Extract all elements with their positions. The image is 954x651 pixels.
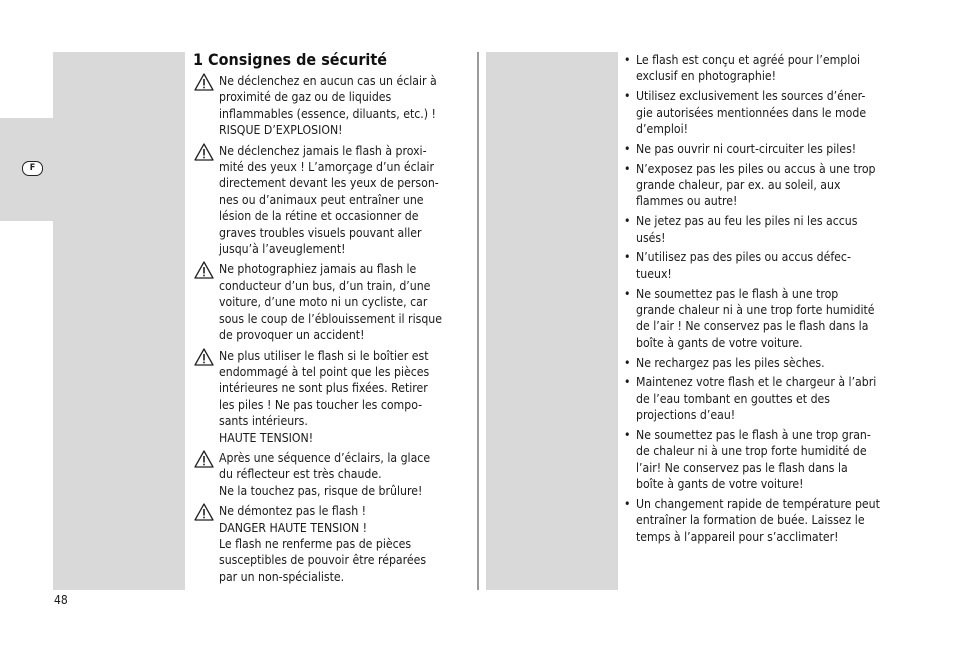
safety-bullet-list bbox=[624, 52, 914, 549]
bullet-item bbox=[624, 88, 914, 137]
bullet-text: N’exposez pas les piles ou accus à une trop grande chaleur, par ex. au soleil, aux flammes ou autre! bbox=[636, 161, 876, 209]
warning-triangle-icon bbox=[194, 73, 214, 91]
bullet-text: Ne rechargez pas les piles sèches. bbox=[636, 355, 825, 370]
bullet-text: Le flash est conçu et agréé pour l’emploi exclusif en photographie! bbox=[636, 53, 861, 84]
bullet-dot: • bbox=[624, 286, 631, 301]
bullet-dot: • bbox=[624, 141, 631, 156]
bullet-item bbox=[624, 141, 914, 157]
bullet-text: N’utilisez pas des piles ou accus défec- tueux! bbox=[636, 250, 851, 281]
bullet-dot: • bbox=[624, 497, 631, 512]
bullet-item bbox=[624, 161, 914, 210]
bullet-item bbox=[624, 52, 914, 85]
middle-margin-band bbox=[486, 52, 618, 590]
bullet-item bbox=[624, 374, 914, 423]
warning-text: Ne déclenchez jamais le flash à proxi- mité des yeux ! L’amorçage d’un éclair directement devant les yeux de person- nes ou d’animaux peut entraîner une lésion de la rétine et occasionner de graves troubles visuels pouvant aller jusqu’à l’aveuglement! bbox=[219, 143, 439, 257]
bullet-text: Maintenez votre flash et le chargeur à l’abri de l’eau tombant en gouttes et des projections d’eau! bbox=[636, 375, 877, 423]
warning-text: Ne démontez pas le flash ! DANGER HAUTE TENSION ! Le flash ne renferme pas de pièces susceptibles de pouvoir être réparées par un non-spécialiste. bbox=[219, 504, 427, 584]
bullet-dot: • bbox=[624, 89, 631, 104]
warning-triangle-icon bbox=[194, 450, 214, 468]
bullet-dot: • bbox=[624, 375, 631, 390]
warning-triangle-icon bbox=[194, 503, 214, 521]
warning-triangle-icon bbox=[194, 143, 214, 161]
warning-text: Ne plus utiliser le flash si le boîtier est endommagé à tel point que les pièces intérieures ne sont plus fixées. Retirer les piles ! Ne pas toucher les compo- sants intérieurs. HAUTE TENSION! bbox=[219, 348, 430, 445]
left-margin-band bbox=[53, 52, 185, 590]
warning-item bbox=[193, 348, 473, 446]
bullet-text: Ne jetez pas au feu les piles ni les accus usés! bbox=[636, 214, 858, 245]
warning-item bbox=[193, 143, 473, 258]
warning-item bbox=[193, 73, 473, 139]
bullet-text: Utilisez exclusivement les sources d’éner- gie autorisées mentionnées dans le mode d’emploi! bbox=[636, 89, 867, 137]
warning-text: Après une séquence d’éclairs, la glace du réflecteur est très chaude. Ne la touchez pas, risque de brûlure! bbox=[219, 450, 431, 498]
bullet-dot: • bbox=[624, 355, 631, 370]
bullet-dot: • bbox=[624, 161, 631, 176]
bullet-text: Ne soumettez pas le flash à une trop gran- de chaleur ni à une trop forte humidité de l’air! Ne conservez pas le flash dans la boîte à gants de votre voiture! bbox=[636, 428, 871, 492]
warnings-list bbox=[193, 73, 473, 589]
warning-text: Ne déclenchez en aucun cas un éclair à proximité de gaz ou de liquides inflammables (essence, diluants, etc.) ! RISQUE D’EXPLOSION! bbox=[219, 74, 437, 138]
warning-item bbox=[193, 450, 473, 499]
column-divider bbox=[477, 52, 479, 590]
bullet-dot: • bbox=[624, 250, 631, 265]
language-badge: F bbox=[22, 161, 43, 176]
bullet-item bbox=[624, 213, 914, 246]
bullet-item bbox=[624, 249, 914, 282]
warning-triangle-icon bbox=[194, 261, 214, 279]
warning-text: Ne photographiez jamais au flash le conducteur d’un bus, d’un train, d’une voiture, d’une moto ni un cycliste, car sous le coup de l’éblouissement il risque de provoquer un accident! bbox=[219, 262, 442, 343]
bullet-dot: • bbox=[624, 214, 631, 229]
warning-triangle-icon bbox=[194, 348, 214, 366]
bullet-item bbox=[624, 355, 914, 371]
bullet-text: Ne pas ouvrir ni court-circuiter les piles! bbox=[636, 141, 857, 156]
bullet-text: Un changement rapide de température peut entraîner la formation de buée. Laissez le temps à l’appareil pour s’acclimater! bbox=[636, 497, 880, 544]
bullet-item bbox=[624, 286, 914, 352]
bullet-dot: • bbox=[624, 428, 631, 443]
bullet-dot: • bbox=[624, 53, 631, 67]
bullet-item bbox=[624, 427, 914, 493]
section-title: 1 Consignes de sécurité bbox=[193, 50, 387, 69]
bullet-text: Ne soumettez pas le flash à une trop grande chaleur ni à une trop forte humidité de l’air ! Ne conservez pas le flash dans la boîte à gants de votre voiture. bbox=[636, 286, 875, 350]
warning-item bbox=[193, 503, 473, 585]
page-number: 48 bbox=[54, 593, 68, 607]
warning-item bbox=[193, 261, 473, 343]
bullet-item bbox=[624, 496, 914, 545]
